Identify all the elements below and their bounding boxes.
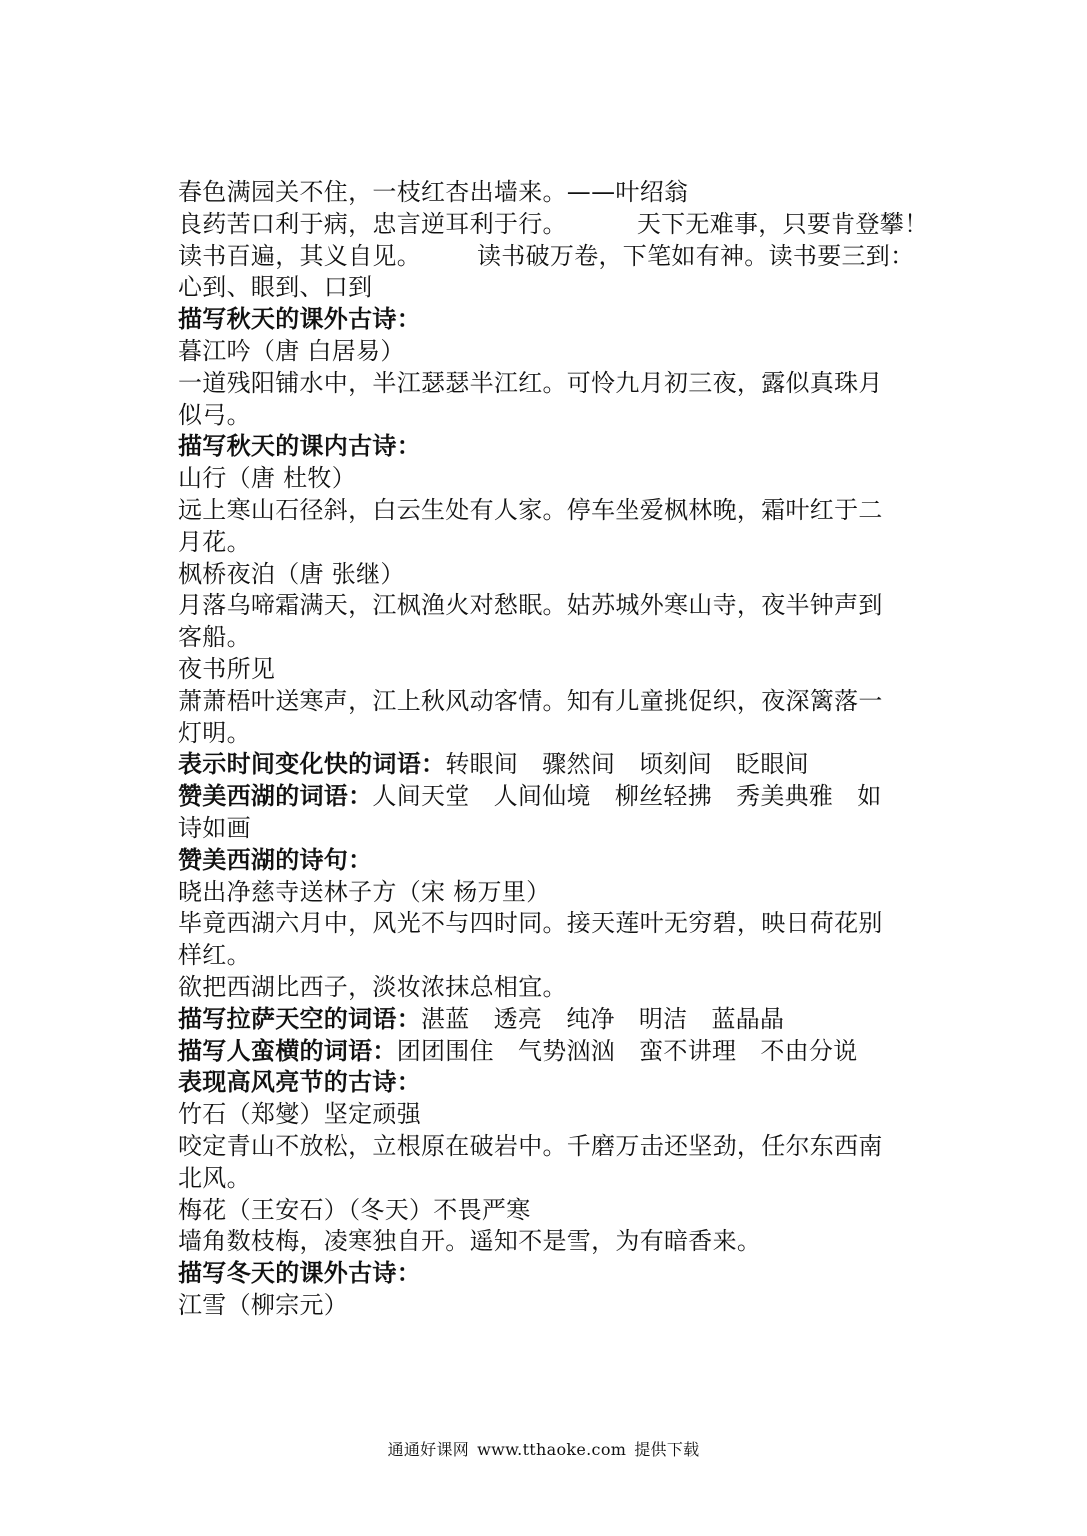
section-heading-text: 描写秋天的课外古诗： bbox=[178, 305, 421, 334]
poem-title-text: 山行（唐 杜牧） bbox=[178, 464, 357, 493]
footer-note: 提供下载 bbox=[634, 1440, 700, 1459]
poem-title bbox=[178, 336, 918, 368]
word-item: 人间仙境 bbox=[493, 782, 591, 811]
word-item: 不由分说 bbox=[760, 1036, 858, 1065]
poem-title bbox=[178, 1195, 918, 1227]
section-heading bbox=[178, 845, 918, 877]
word-item: 骤然间 bbox=[542, 750, 616, 779]
poem-text-line bbox=[178, 1131, 918, 1163]
poem-title-text: 梅花（王安石）（冬天）不畏严寒 bbox=[178, 1195, 531, 1224]
section-heading-text: 表现高风亮节的古诗： bbox=[178, 1068, 421, 1097]
footer-url: www.tthaoke.com bbox=[477, 1440, 627, 1459]
word-item: 纯净 bbox=[566, 1004, 615, 1033]
word-item: 眨眼间 bbox=[736, 750, 809, 779]
section-heading bbox=[178, 304, 918, 336]
word-list-continuation bbox=[178, 813, 918, 845]
poem-text-line bbox=[178, 622, 918, 654]
word-item: 如 bbox=[857, 782, 882, 811]
poem-text: 北风。 bbox=[178, 1163, 251, 1192]
poem-text: 墙角数枝梅，凌寒独自开。遥知不是雪，为有暗香来。 bbox=[178, 1227, 762, 1256]
section-heading-text: 描写拉萨天空的词语： bbox=[178, 1004, 421, 1033]
page-footer bbox=[0, 1437, 1087, 1460]
section-heading-text: 描写冬天的课外古诗： bbox=[178, 1259, 421, 1288]
poem-title bbox=[178, 1290, 918, 1322]
section-heading-text: 赞美西湖的诗句： bbox=[178, 845, 373, 874]
section-heading-text: 描写人蛮横的词语： bbox=[178, 1036, 397, 1065]
poem-text-line bbox=[178, 972, 918, 1004]
document-body bbox=[178, 177, 929, 1322]
word-item: 明洁 bbox=[638, 1004, 688, 1033]
proverb-text: 读书百遍，其义自见。 bbox=[178, 241, 421, 270]
proverb-line bbox=[178, 272, 918, 304]
poem-text: 月花。 bbox=[178, 527, 251, 556]
poem-text: 似弓。 bbox=[178, 400, 251, 429]
word-item: 湛蓝 bbox=[421, 1004, 470, 1033]
proverb-text: 心到、眼到、口到 bbox=[178, 273, 373, 302]
poem-text-line bbox=[178, 1226, 918, 1258]
poem-title-text: 暮江吟（唐 白居易） bbox=[178, 336, 405, 365]
section-heading bbox=[178, 431, 918, 463]
word-item: 蓝晶晶 bbox=[711, 1004, 785, 1033]
poem-text-line bbox=[178, 940, 918, 972]
proverb-text: 良药苦口利于病，忠言逆耳利于行。 bbox=[178, 209, 567, 238]
section-heading bbox=[178, 1258, 918, 1290]
section-heading bbox=[178, 1067, 918, 1099]
word-item: 人间天堂 bbox=[372, 782, 470, 811]
poem-title bbox=[178, 559, 918, 591]
poem-title-text: 枫桥夜泊（唐 张继） bbox=[178, 559, 405, 588]
word-item: 团团围住 bbox=[396, 1036, 494, 1065]
proverb-text: 天下无难事，只要肯登攀！ bbox=[636, 209, 929, 238]
poem-text: 毕竟西湖六月中，风光不与四时同。接天莲叶无穷碧，映日荷花别 bbox=[178, 909, 883, 938]
poem-title bbox=[178, 463, 918, 495]
poem-title-text: 晓出净慈寺送林子方（宋 杨万里） bbox=[178, 877, 551, 906]
poem-title bbox=[178, 877, 918, 909]
poem-text: 远上寒山石径斜，白云生处有人家。停车坐爱枫林晚，霜叶红于二 bbox=[178, 495, 883, 524]
poem-text-line bbox=[178, 590, 918, 622]
word-item: 气势汹汹 bbox=[517, 1036, 616, 1065]
proverb-line bbox=[178, 209, 929, 241]
poem-text: 月落乌啼霜满天，江枫渔火对愁眠。姑苏城外寒山寺，夜半钟声到 bbox=[178, 591, 883, 620]
poem-title bbox=[178, 654, 918, 686]
poem-text: 样红。 bbox=[178, 941, 251, 970]
word-list-line bbox=[178, 781, 918, 813]
poem-text-line bbox=[178, 1163, 918, 1195]
poem-text-line bbox=[178, 908, 918, 940]
poem-text-line bbox=[178, 368, 918, 400]
word-item: 透亮 bbox=[493, 1004, 543, 1033]
word-item: 秀美典雅 bbox=[736, 782, 834, 811]
poem-text: 灯明。 bbox=[178, 718, 251, 747]
poem-text-line bbox=[178, 527, 918, 559]
poem-text: 欲把西湖比西子，淡妆浓抹总相宜。 bbox=[178, 972, 567, 1001]
word-list-line bbox=[178, 1036, 918, 1068]
poem-title-text: 江雪（柳宗元） bbox=[178, 1290, 349, 1319]
poem-title-text: 竹石（郑燮）坚定顽强 bbox=[178, 1100, 421, 1129]
poem-text-line bbox=[178, 718, 918, 750]
poem-text-line bbox=[178, 495, 918, 527]
word-item: 诗如画 bbox=[178, 813, 251, 842]
proverb-text: 春色满园关不住，一枝红杏出墙来。——叶绍翁 bbox=[178, 178, 689, 206]
poem-title bbox=[178, 1099, 918, 1131]
word-item: 转眼间 bbox=[445, 750, 519, 779]
section-heading-text: 表示时间变化快的词语： bbox=[178, 750, 446, 779]
word-item: 柳丝轻拂 bbox=[614, 782, 713, 811]
poem-text-line bbox=[178, 686, 918, 718]
poem-text: 客船。 bbox=[178, 623, 251, 652]
poem-text-line bbox=[178, 400, 918, 432]
word-list-line bbox=[178, 749, 918, 781]
section-heading-text: 描写秋天的课内古诗： bbox=[178, 432, 421, 461]
proverb-line bbox=[178, 241, 918, 273]
word-list-line bbox=[178, 1004, 918, 1036]
word-item: 蛮不讲理 bbox=[639, 1036, 737, 1065]
word-item: 顷刻间 bbox=[639, 750, 713, 779]
poem-text: 咬定青山不放松，立根原在破岩中。千磨万击还坚劲，任尔东西南 bbox=[178, 1131, 883, 1160]
section-heading-text: 赞美西湖的词语： bbox=[178, 782, 373, 811]
poem-text: 一道残阳铺水中，半江瑟瑟半江红。可怜九月初三夜，露似真珠月 bbox=[178, 368, 883, 397]
poem-title-text: 夜书所见 bbox=[178, 654, 276, 683]
proverb-text: 读书破万卷，下笔如有神。读书要三到： bbox=[477, 241, 915, 270]
proverb-line bbox=[178, 177, 918, 209]
footer-site-name: 通通好课网 bbox=[387, 1440, 470, 1459]
poem-text: 萧萧梧叶送寒声，江上秋风动客情。知有儿童挑促织，夜深篱落一 bbox=[178, 686, 883, 715]
